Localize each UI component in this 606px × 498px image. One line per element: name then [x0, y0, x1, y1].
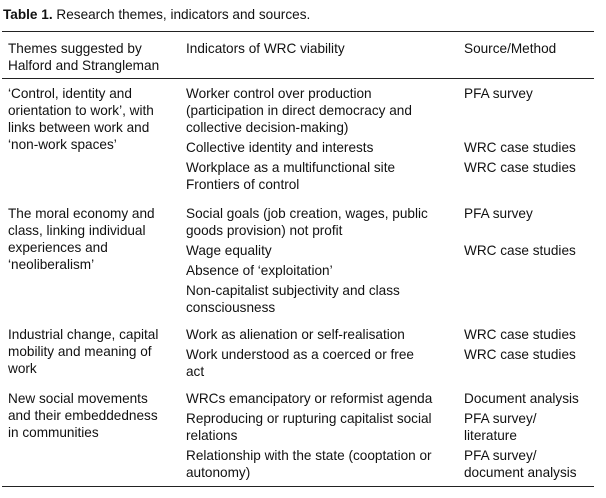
table-row-sources: PFA survey WRC case studies WRC case studies [464, 86, 576, 175]
top-rule [2, 31, 594, 32]
bottom-rule [2, 486, 594, 487]
table-row-sources: PFA survey WRC case studies [464, 206, 576, 258]
table-row-indicators: WRCs emancipatory or reformist agenda Reproducing or rupturing capitalist social relations Relationship with the state (cooptation or autonomy) [186, 391, 433, 480]
table-row-theme: ‘Control, identity and orientation to work’, with links between work and ‘non-work spaces’ [8, 86, 154, 152]
header-indicators: Indicators of WRC viability [186, 41, 345, 56]
header-source: Source/Method [464, 41, 557, 56]
table-row-theme: New social movements and their embeddedness in communities [8, 391, 158, 440]
table-row-indicators: Worker control over production (participation in direct democracy and collective decision-making) Collective identity and interests Workplace as a multifunctional site Frontiers of control [186, 86, 412, 192]
table-row-sources: WRC case studies WRC case studies [464, 327, 576, 362]
header-themes: Themes suggested by Halford and Strangleman [8, 41, 160, 73]
table-row-theme: The moral economy and class, linking individual experiences and ‘neoliberalism’ [8, 206, 155, 272]
table-label: Table 1. [3, 7, 53, 22]
table-row-indicators: Social goals (job creation, wages, public goods provision) not profit Wage equality Absence of ‘exploitation’ Non-capitalist subjectivity and class consciousness [186, 206, 428, 315]
header-rule [2, 78, 594, 79]
table-row-sources: Document analysis PFA survey/ literature PFA survey/ document analysis [464, 391, 579, 480]
table-caption [3, 6, 310, 23]
table-row-indicators: Work as alienation or self-realisation Work understood as a coerced or free act [186, 327, 414, 379]
table-row-theme: Industrial change, capital mobility and meaning of work [8, 327, 159, 376]
table-title: Research themes, indicators and sources. [56, 7, 311, 22]
